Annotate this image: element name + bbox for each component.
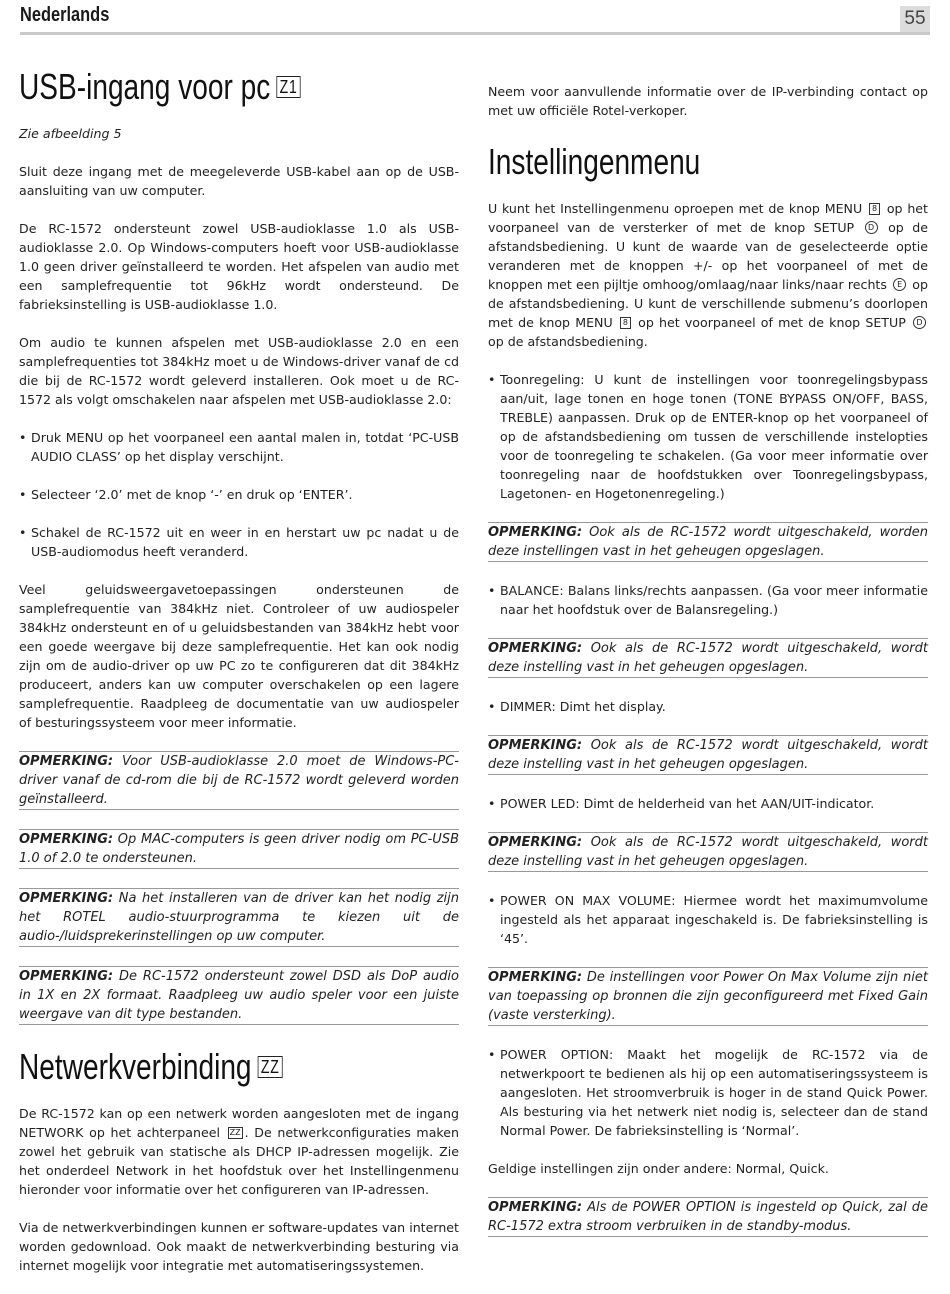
left-column xyxy=(19,64,459,1294)
page-header xyxy=(20,4,930,35)
list-item: • DIMMER: Dimt het display. xyxy=(488,697,928,716)
bullet-list xyxy=(488,1045,928,1140)
note-text: De RC-1572 ondersteunt zowel DSD als DoP audio in 1X en 2X formaat. Raadpleeg uw audio speler voor een juiste weergave van dit type bestanden. xyxy=(19,969,459,1022)
arrow-buttons-symbol: E xyxy=(893,278,906,291)
menu-button-symbol: 8 xyxy=(620,317,631,329)
network-port-symbol: ZZ xyxy=(229,1128,241,1137)
bullet-list xyxy=(488,794,928,813)
note-label: OPMERKING: xyxy=(19,832,114,847)
note-label: OPMERKING: xyxy=(488,641,583,656)
bullet-list xyxy=(488,581,928,619)
page-number: 55 xyxy=(900,6,930,32)
note-text: Ook als de RC-1572 wordt uitgeschakeld, wordt deze instelling vast in het geheugen opgeslagen. xyxy=(488,738,928,772)
note-box xyxy=(488,522,928,562)
usb-section-title: USB-ingang voor pc Z1 xyxy=(19,64,362,110)
network-section-title: Netwerkverbinding ZZ xyxy=(19,1044,362,1090)
note-text: Ook als de RC-1572 wordt uitgeschakeld, worden deze instellingen vast in het geheugen opgeslagen. xyxy=(488,525,928,559)
list-item: • POWER LED: Dimt de helderheid van het AAN/UIT-indicator. xyxy=(488,794,928,813)
list-item: • Schakel de RC-1572 uit en weer in en herstart uw pc nadat u de USB-audiomodus heeft veranderd. xyxy=(19,523,459,561)
list-item: • Druk MENU op het voorpaneel een aantal malen in, totdat ‘PC-USB AUDIO CLASS’ op het display verschijnt. xyxy=(19,428,459,466)
note-box xyxy=(488,735,928,775)
bullet-list xyxy=(488,891,928,948)
note-text: Als de POWER OPTION is ingesteld op Quick, zal de RC-1572 extra stroom verbruiken in de standby-modus. xyxy=(488,1200,928,1234)
list-item: • POWER ON MAX VOLUME: Hiermee wordt het maximumvolume ingesteld als het apparaat ingeschakeld is. De fabrieksinstelling is ‘45’. xyxy=(488,891,928,948)
menu-button-symbol: 8 xyxy=(869,203,880,215)
paragraph: Om audio te kunnen afspelen met USB-audioklasse 2.0 en een samplefrequenties tot 384kHz moet u de Windows-driver vanaf de cd die bij de RC-1572 wordt geleverd installeren. Ook moet u de RC-1572 als volgt omschakelen naar afspelen met USB-audioklasse 2.0: xyxy=(19,335,459,407)
note-text: Ook als de RC-1572 wordt uitgeschakeld, wordt deze instelling vast in het geheugen opgeslagen. xyxy=(488,835,928,869)
note-label: OPMERKING: xyxy=(488,970,583,985)
right-column xyxy=(488,82,928,1256)
note-box xyxy=(19,829,459,869)
list-item: • Toonregeling: U kunt de instellingen voor toonregelingsbypass aan/uit, lage tonen en hoge tonen (TONE BYPASS ON/OFF, BASS, TREBLE) aanpassen. Druk op de ENTER-knop op het voorpaneel of op de afstandsbediening om tussen de verschillende instelopties voor de toonregeling te schakelen. (Ga voor meer informatie over toonregeling naar de hoofdstukken over Toonregelingsbypass, Lagetonen- en Hogetonenregeling.) xyxy=(488,370,928,503)
paragraph: Veel geluidsweergavetoepassingen ondersteunen de samplefrequentie van 384kHz niet. Controleer of uw audiospeler 384kHz ondersteunt en of u geluidsbestanden van 384kHz hebt voor een goede weergave bij deze samplefrequentie. Het kan ook nodig zijn om de audio-driver op uw PC zo te configureren dat dit 384kHz produceert, anders kan uw computer overschakelen op een lagere samplefrequentie. Raadpleeg de documentatie van uw audiospeler of besturingssysteem voor meer informatie. xyxy=(19,582,459,730)
paragraph: Geldige instellingen zijn onder andere: Normal, Quick. xyxy=(488,1161,829,1176)
list-item: • POWER OPTION: Maakt het mogelijk de RC-1572 via de netwerkpoort te bedienen als hij op een automatiseringssysteem is aangesloten. Het stroomverbruik is hoger in de stand Quick Power. Als besturing via het netwerk niet nodig is, selecteer dan de stand Normal Power. De fabrieksinstelling is ‘Normal’. xyxy=(488,1045,928,1140)
note-label: OPMERKING: xyxy=(488,1200,583,1215)
note-label: OPMERKING: xyxy=(488,835,583,850)
paragraph: U kunt het Instellingenmenu oproepen met de knop MENU 8 op het voorpaneel van de versterker of met de knop SETUP D op de afstandsbediening. U kunt de waarde van de geselecteerde optie veranderen met de knoppen +/- op het voorpaneel of met de knoppen met een pijltje omhoog/omlaag/naar links/naar rechts E op de afstandsbediening. U kunt de verschillende submenu’s doorlopen met de knop MENU 8 op het voorpaneel of met de knop SETUP D op de afstandsbediening. xyxy=(488,201,928,349)
bullet-list xyxy=(488,370,928,503)
figure-ref-box: Z1 xyxy=(277,76,301,98)
note-box xyxy=(19,888,459,947)
note-box xyxy=(488,1197,928,1237)
figure-reference: Zie afbeelding 5 xyxy=(19,126,122,141)
list-item: • BALANCE: Balans links/rechts aanpassen. (Ga voor meer informatie naar het hoofdstuk over de Balansregeling.) xyxy=(488,581,928,619)
setup-button-symbol: D xyxy=(913,316,926,329)
note-box xyxy=(488,832,928,872)
note-text: Na het installeren van de driver kan het nodig zijn het ROTEL audio-stuurprogramma te kiezen uit de audio-/luidsprekerinstellingen op uw computer. xyxy=(19,891,459,944)
paragraph: Neem voor aanvullende informatie over de IP-verbinding contact op met uw officiële Rotel-verkoper. xyxy=(488,84,928,118)
note-label: OPMERKING: xyxy=(488,525,583,540)
list-item: • Selecteer ‘2.0’ met de knop ‘-’ en druk op ‘ENTER’. xyxy=(19,485,459,504)
settings-menu-title: Instellingenmenu xyxy=(488,141,701,182)
setup-button-symbol: D xyxy=(865,221,878,234)
language-label: Nederlands xyxy=(20,4,110,26)
paragraph: Via de netwerkverbindingen kunnen er software-updates van internet worden gedownload. Ook maakt de netwerkverbinding besturing via internet mogelijk voor integratie met automatiseringssystemen. xyxy=(19,1220,459,1273)
note-text: De instellingen voor Power On Max Volume zijn niet van toepassing op bronnen die zijn geconfigureerd met Fixed Gain (vaste versterking). xyxy=(488,970,928,1023)
note-label: OPMERKING: xyxy=(19,969,114,984)
note-label: OPMERKING: xyxy=(19,754,114,769)
note-text: Voor USB-audioklasse 2.0 moet de Windows-PC-driver vanaf de cd-rom die bij de RC-1572 wordt geleverd worden geïnstalleerd. xyxy=(19,754,459,807)
figure-ref-box: ZZ xyxy=(258,1056,283,1078)
bullet-list xyxy=(488,697,928,716)
note-box xyxy=(19,966,459,1025)
note-box xyxy=(488,638,928,678)
note-label: OPMERKING: xyxy=(19,891,114,906)
note-box xyxy=(488,967,928,1026)
paragraph: De RC-1572 kan op een netwerk worden aangesloten met de ingang NETWORK op het achterpaneel ZZ . De netwerkconfiguraties maken zowel het gebruik van statische als DHCP IP-adressen mogelijk. Zie het onderdeel Network in het hoofdstuk over het Instellingenmenu hieronder voor informatie over het configureren van IP-adressen. xyxy=(19,1106,459,1197)
note-label: OPMERKING: xyxy=(488,738,583,753)
note-text: Ook als de RC-1572 wordt uitgeschakeld, wordt deze instelling vast in het geheugen opgeslagen. xyxy=(488,641,928,675)
paragraph: De RC-1572 ondersteunt zowel USB-audioklasse 1.0 als USB-audioklasse 2.0. Op Windows-computers hoeft voor USB-audioklasse 1.0 geen driver geïnstalleerd te worden. Het afspelen van audio met een samplefrequentie tot 96kHz wordt ondersteund. De fabrieksinstelling is USB-audioklasse 1.0. xyxy=(19,221,459,312)
note-box xyxy=(19,751,459,810)
bullet-list xyxy=(19,428,459,561)
paragraph: Sluit deze ingang met de meegeleverde USB-kabel aan op de USB-aansluiting van uw computer. xyxy=(19,164,459,198)
note-text: Op MAC-computers is geen driver nodig om PC-USB 1.0 of 2.0 te ondersteunen. xyxy=(19,832,459,866)
